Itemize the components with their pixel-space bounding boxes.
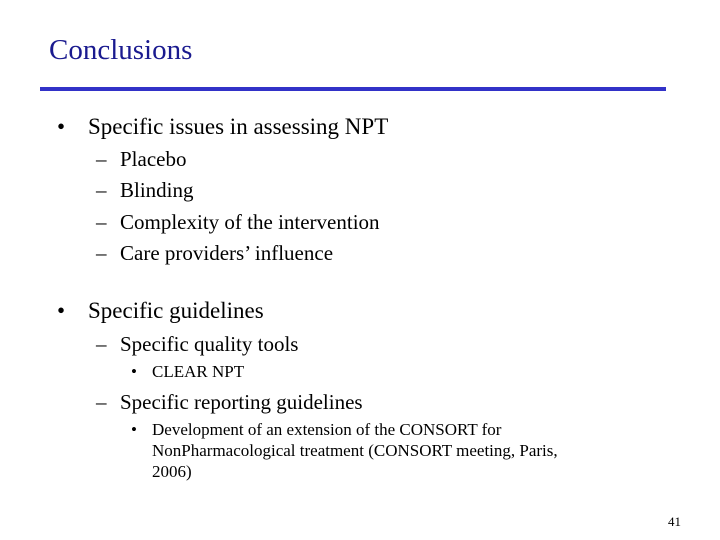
bullet-text: Specific issues in assessing NPT (88, 114, 389, 139)
bullet-marker: • (57, 298, 66, 323)
sub-sub-item-text: CLEAR NPT (152, 362, 245, 381)
dash-marker: – (96, 178, 107, 202)
sub-item-text: Specific reporting guidelines (120, 390, 363, 414)
dash-marker: – (96, 390, 107, 414)
page-number: 41 (668, 514, 681, 529)
sub-item-text: Care providers’ influence (120, 241, 334, 265)
bullet-marker: • (131, 420, 137, 439)
dash-marker: – (96, 210, 107, 234)
bullet-marker: • (131, 362, 137, 381)
dash-marker: – (96, 147, 107, 171)
sub-item-text: Blinding (120, 178, 194, 202)
sub-item-text: Complexity of the intervention (120, 210, 380, 234)
sub-sub-item-text-line-1: Development of an extension of the CONSORT for (152, 420, 502, 439)
sub-sub-item-text-line-2: NonPharmacological treatment (CONSORT meeting, Paris, (152, 441, 558, 460)
sub-item-text: Specific quality tools (120, 332, 299, 356)
slide-title: Conclusions (49, 34, 193, 66)
title-underline (40, 87, 666, 91)
dash-marker: – (96, 241, 107, 265)
sub-item-text: Placebo (120, 147, 187, 171)
bullet-marker: • (57, 114, 66, 139)
sub-sub-item-text-line-3: 2006) (152, 462, 192, 481)
dash-marker: – (96, 332, 107, 356)
bullet-text: Specific guidelines (88, 298, 264, 323)
